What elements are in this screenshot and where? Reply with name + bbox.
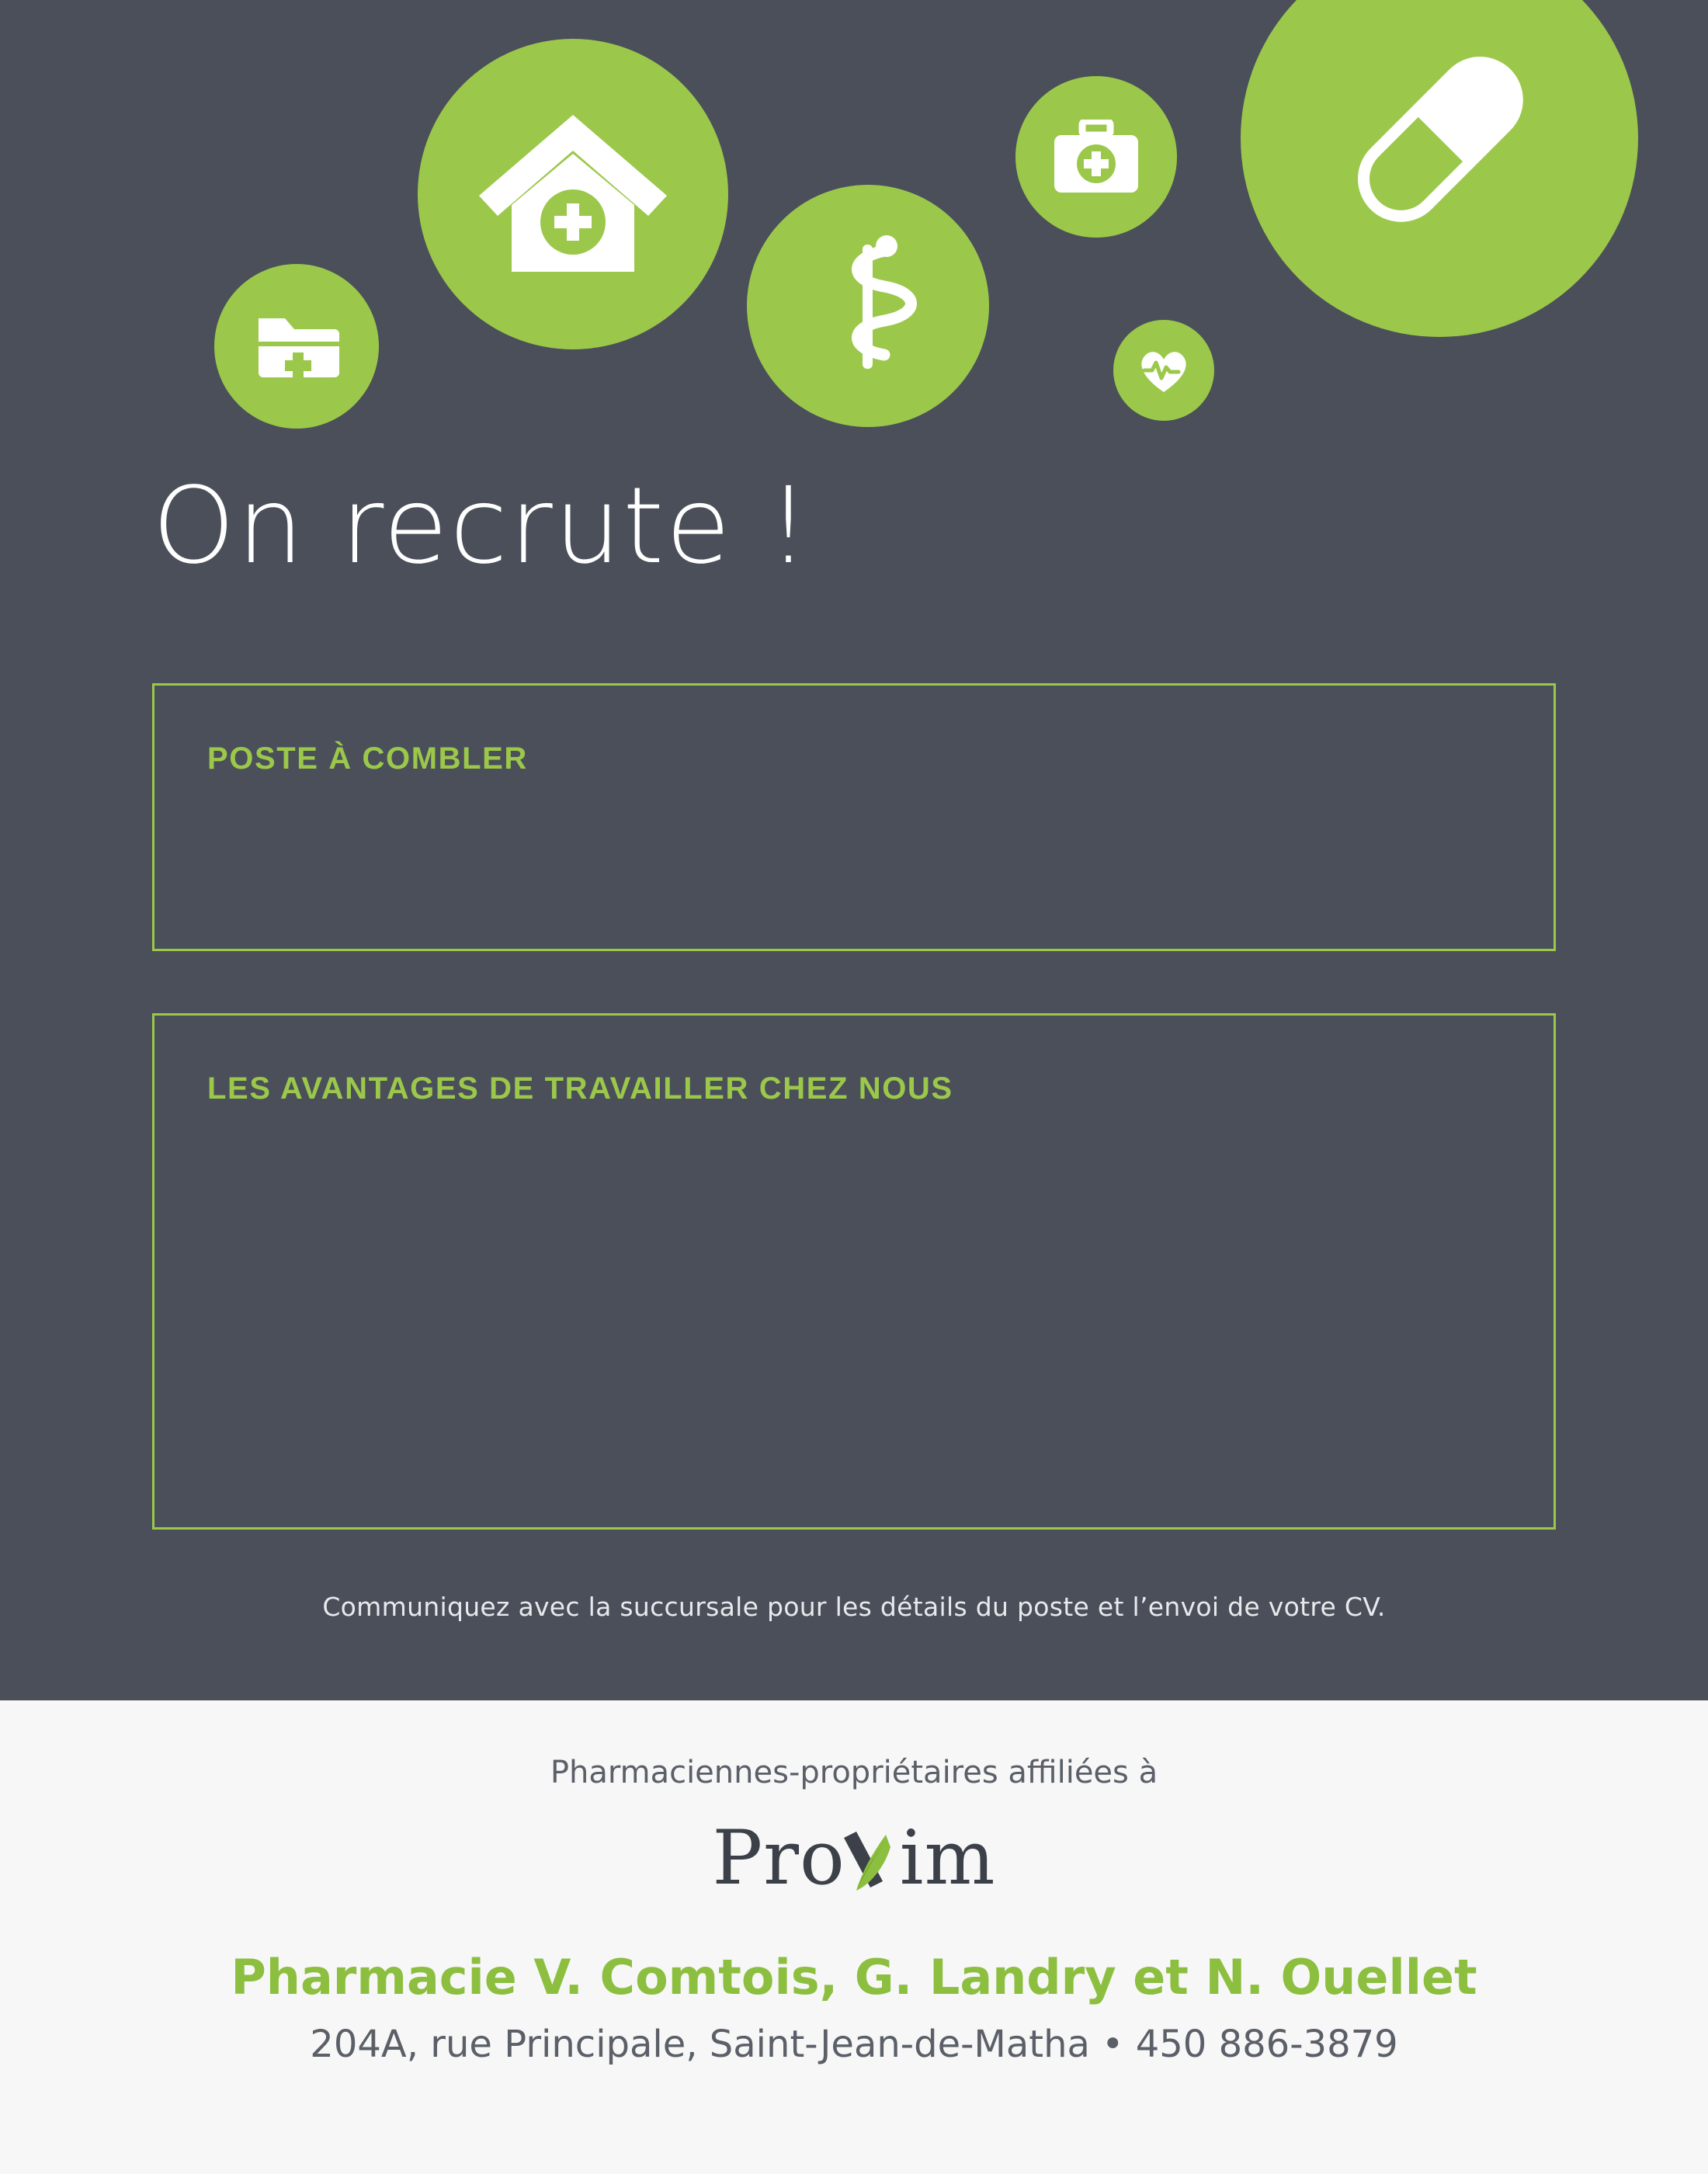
first-aid-kit-icon xyxy=(1015,76,1177,238)
house-plus-icon xyxy=(418,39,728,349)
position-box-content[interactable] xyxy=(207,795,1501,796)
position-box-title: POSTE À COMBLER xyxy=(207,741,528,776)
pharmacy-name: Pharmacie V. Comtois, G. Landry et N. Ouellet xyxy=(231,1949,1477,2006)
position-box[interactable] xyxy=(152,683,1556,951)
poster-footer-section xyxy=(0,1700,1708,2174)
page-title: On recrute ! xyxy=(152,465,811,588)
icon-bubble-cluster xyxy=(0,0,1708,466)
proxim-logo xyxy=(0,1815,1708,1914)
logo-suffix: im xyxy=(899,1815,996,1901)
heart-pulse-icon xyxy=(1113,320,1214,421)
benefits-box[interactable] xyxy=(152,1013,1556,1530)
pharmacy-address: 204A, rue Principale, Saint-Jean-de-Matha • 450 886-3879 xyxy=(310,2023,1398,2066)
logo-prefix: Pro xyxy=(712,1815,845,1901)
leaf-x-icon xyxy=(845,1821,900,1895)
caduceus-icon xyxy=(747,185,989,427)
contact-note: Communiquez avec la succursale pour les détails du poste et l’envoi de votre CV. xyxy=(322,1592,1386,1622)
folder-plus-icon xyxy=(214,264,379,429)
pill-capsule-icon xyxy=(1241,0,1638,337)
affiliation-text: Pharmaciennes-propriétaires affiliées à xyxy=(550,1755,1158,1790)
benefits-box-title: LES AVANTAGES DE TRAVAILLER CHEZ NOUS xyxy=(207,1071,953,1106)
benefits-box-content[interactable] xyxy=(207,1125,1501,1126)
